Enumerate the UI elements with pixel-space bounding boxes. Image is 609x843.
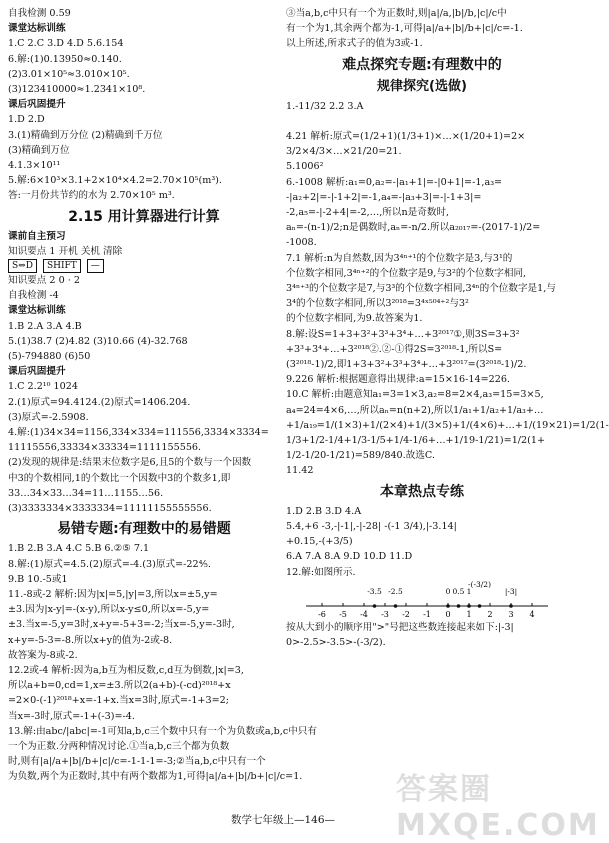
text-line: 13.解:由abc/|abc|=-1可知a,b,c三个数中只有一个为负数或a,b,c中只有 — [8, 725, 317, 737]
watermark-logo: 答案圈 MXQE.COM — [396, 772, 600, 843]
text-line: 5.1006² — [286, 161, 324, 173]
section-title-hard-2: 规律探究(选做) — [377, 78, 467, 94]
number-line-tick-label: 4 — [529, 609, 535, 619]
text-line: -1008. — [286, 237, 317, 249]
text-line: -2,a₅=-|-2+4|=-2,…,所以n是奇数时, — [286, 207, 450, 219]
left-lines-c — [8, 273, 280, 516]
text-line: 故答案为-8或-2. — [8, 649, 78, 661]
text-line: 1.D 2.B 3.D 4.A — [286, 505, 362, 517]
text-line: (2)发现的规律是:结果末位数字是6,且5的个数与一个因数 — [8, 457, 252, 469]
text-line: 2.(1)原式=94.4124.(2)原式=1406.204. — [8, 396, 191, 408]
text-line: 知识要点 2 0 · 2 — [8, 275, 80, 287]
text-line: +3³+3⁴+…+3²⁰¹⁸②.②-①得2S=3²⁰¹⁸-1,所以S= — [286, 343, 503, 355]
text-line: 1/3+1/2-1/4+1/3-1/5+1/4-1/6+…+1/19-1/21)=1/2(1+ — [286, 435, 546, 447]
left-lines-b — [8, 229, 280, 259]
number-line-point — [509, 604, 513, 608]
text-line: 33…34×33…34=11…1155…56. — [8, 487, 164, 499]
text-line: 1.B 2.A 3.A 4.B — [8, 320, 82, 332]
text-line: 5.(1)38.7 (2)4.82 (3)10.66 (4)-32.768 — [8, 335, 188, 347]
text-line: 5.4,+6 -3,-|-1|,-|-28| -(-1 3/4),|-3.14| — [286, 520, 457, 532]
number-line-tick-label: -4 — [360, 609, 368, 619]
text-line: (3)3333334×3333334=11111155555556. — [8, 503, 212, 515]
text-line: 为负数,两个为正数时,其中有两个数都为1,可得|a|/a+|b|/b+|c|/c=1. — [8, 771, 303, 783]
number-line-tick-label: 0 — [445, 609, 451, 619]
text-line: ±3.当x=-5,y=3时,x+y=-5+3=-2;当x=-5,y=-3时, — [8, 619, 235, 631]
left-lines-d — [8, 541, 317, 784]
text-line: ③当a,b,c中只有一个为正数时,则|a|/a,|b|/b,|c|/c中 — [286, 8, 507, 19]
number-line-tick-label: 2 — [487, 609, 493, 619]
right-lines-c — [286, 504, 558, 580]
text-line: 的个位数字相同,为9.故答案为1. — [286, 313, 423, 325]
text-line: 课堂达标训练 — [8, 305, 66, 317]
text-line: 9.226 解析:根据题意得出规律:a=15×16-14=226. — [286, 374, 510, 386]
number-line-point-label: -2.5 — [388, 586, 403, 596]
text-line: ±3.因为|x-y|=-(x-y),所以x-y≤0,所以x=-5,y= — [8, 604, 210, 616]
text-line: 有一个为1,其余两个都为-1,可得|a|/a+|b|/b+|c|/c=-1. — [286, 23, 523, 35]
text-line: -|a₂+2|=-|-1+2|=-1,a₄=-|a₃+3|=-|-1+3|= — [286, 191, 482, 203]
text-line: (3²⁰¹⁸-1)/2,即1+3+3²+3³+3⁴+…+3²⁰¹⁷=(3²⁰¹⁸-1)/2. — [286, 359, 527, 371]
page-footer: 数学七年级上—146— — [230, 814, 336, 826]
text-line: 个位数字相同,3⁴ⁿ⁺²的个位数字是9,与3²的个位数字相同, — [286, 267, 527, 279]
number-line-point — [478, 604, 482, 608]
text-line: 1.B 2.B 3.A 4.C 5.B 6.②⑤ 7.1 — [8, 543, 150, 555]
text-line: 12.解:如图所示. — [286, 566, 356, 578]
number-line-tick-label: 3 — [508, 609, 514, 619]
number-line-point-label: -3.5 — [367, 586, 382, 596]
text-line: 4.解:(1)34×34=1156,334×334=111556,3334×3334= — [8, 427, 269, 439]
key-row — [8, 259, 280, 273]
right-lines-d — [286, 620, 558, 650]
text-line: 0>-2.5>-3.5>-(-3/2). — [286, 636, 386, 648]
text-line: 课前自主预习 — [8, 230, 66, 242]
text-line: 6.-1008 解析:a₁=0,a₂=-|a₁+1|=-|0+1|=-1,a₃= — [286, 176, 503, 188]
text-line: 3.(1)精确到万分位 (2)精确到千万位 — [8, 129, 163, 141]
text-line: (3)精确到万位 — [8, 144, 70, 156]
number-line-point — [446, 604, 450, 608]
text-line: 8.解:设S=1+3+3²+3³+3⁴+…+3²⁰¹⁷①,则3S=3+3² — [286, 328, 520, 340]
text-line: 6.解:(1)0.13950≈0.140. — [8, 53, 122, 65]
text-line: 4.1.3×10¹¹ — [8, 160, 61, 172]
text-line: 1/2-1/20-1/21)=589/840.故选C. — [286, 450, 435, 462]
text-line: 时,则有|a|/a+|b|/b+|c|/c=-1-1-1=-3;②当a,b,c中只有一个 — [8, 756, 266, 768]
text-line: 8.解:(1)原式=4.5.(2)原式=-4.(3)原式=-22⁴⁄₅. — [8, 558, 211, 570]
right-lines-a — [286, 6, 558, 52]
text-line: +0.15,-(+3/5) — [286, 536, 353, 548]
key-shift: SHIFT — [43, 259, 81, 273]
text-line: 10.C 解析:由题意知a₁=3=1×3,a₂=8=2×4,a₃=15=3×5, — [286, 389, 544, 401]
number-line-tick-label: -1 — [423, 609, 431, 619]
text-line: 知识要点 1 开机 关机 清除 — [8, 245, 123, 257]
text-line: 所以a+b=0,cd=1,x=±3.所以2(a+b)-(-cd)²⁰¹⁸+x — [8, 680, 231, 692]
text-line: (5)-794880 (6)50 — [8, 351, 91, 363]
text-line: 课堂达标训练 — [8, 23, 66, 35]
number-line-point-label: |-3| — [504, 586, 518, 596]
text-line: x+y=-5-3=-8.所以x+y的值为-2或-8. — [8, 634, 173, 646]
text-line: 12.2或-4 解析:因为a,b互为相反数,c,d互为倒数,|x|=3, — [8, 664, 244, 676]
number-line-point — [394, 604, 398, 608]
number-line-point-label: 1 — [466, 586, 472, 596]
number-line-tick-label: -3 — [381, 609, 389, 619]
number-line-tick-label: -6 — [318, 609, 326, 619]
text-line: aₙ=-(n-1)/2;n是偶数时,aₙ=-n/2.所以a₂₀₁₇=-(2017-1)/2= — [286, 222, 541, 234]
text-line: (3)123410000≈1.2341×10⁸. — [8, 84, 146, 96]
key-s-d: S⇔D — [8, 259, 37, 273]
section-title-hard-1: 难点探究专题:有理数中的 — [342, 56, 502, 73]
text-line: 中3的个数相同,1的个数比一个因数中3的个数多1,即 — [8, 472, 231, 484]
left-lines-a — [8, 6, 280, 204]
text-line — [286, 114, 558, 129]
right-column — [286, 6, 609, 650]
number-line-tick-label: -5 — [339, 609, 347, 619]
number-line-point-label: 0 — [445, 586, 451, 596]
number-line-tick-label: -2 — [402, 609, 410, 619]
text-line: 1.C 2.C 3.D 4.D 5.6.154 — [8, 38, 124, 50]
text-line: 1.D 2.D — [8, 114, 45, 126]
text-line: 11.42 — [286, 465, 314, 477]
text-line: a₄=24=4×6,…,所以aₙ=n(n+2),所以1/a₁+1/a₂+1/a₃+… — [286, 404, 544, 416]
text-line: 以上所述,所求式子的值为3或-1. — [286, 38, 423, 50]
key-dash: — — [87, 259, 104, 273]
number-line-point-label: 0.5 — [452, 586, 465, 596]
section-title-easy-errors: 易错专题:有理数中的易错题 — [57, 521, 231, 538]
text-line: 1.C 2.2¹⁰ 1024 — [8, 381, 78, 393]
text-line: 课后巩固提升 — [8, 99, 66, 111]
text-line: 7.1 解析:n为自然数,因为3⁴ⁿ⁺¹的个位数字是3,与3¹的 — [286, 252, 513, 264]
number-line-point — [457, 604, 461, 608]
number-line-tick-label: 1 — [466, 609, 472, 619]
text-line: 答:一月份共节约的水为 2.70×10⁵ m³. — [8, 190, 175, 202]
number-line-point — [373, 604, 377, 608]
text-line: =2×0-(-1)²⁰¹⁸+x=-1+x.当x=3时,原式=-1+3=2; — [8, 695, 229, 707]
text-line: 课后巩固提升 — [8, 366, 66, 378]
text-line: (2)3.01×10⁵≈3.010×10⁵. — [8, 68, 130, 80]
section-title-hot: 本章热点专练 — [380, 483, 464, 500]
text-line: (3)原式=-2.5908. — [8, 411, 89, 423]
text-line: 一个为正数.分两种情况讨论.①当a,b,c三个都为负数 — [8, 740, 230, 752]
text-line: 按从大到小的顺序用">"号把这些数连接起来如下:|-3| — [286, 621, 514, 633]
number-line-point-label: -(-3/2) — [468, 579, 491, 589]
right-lines-b — [286, 99, 609, 479]
text-line: 11.-8或-2 解析:因为|x|=5,|y|=3,所以x=±5,y= — [8, 588, 218, 600]
text-line: 11115556,33334×33334=1111155556. — [8, 442, 202, 454]
text-line: 1.-11/32 2.2 3.A — [286, 100, 364, 112]
text-line: 自我检测 0.59 — [8, 8, 71, 19]
text-line: 自我检测 -4 — [8, 290, 59, 302]
text-line: 当x=-3时,原式=-1+(-3)=-4. — [8, 710, 135, 722]
text-line: 4.21 解析:原式=(1/2+1)(1/3+1)×…×(1/20+1)=2× — [286, 131, 526, 143]
number-line-point — [467, 604, 471, 608]
text-line: 3/2×4/3×…×21/20=21. — [286, 146, 402, 158]
text-line: +1/a₁₉=1/(1×3)+1/(2×4)+1/(3×5)+1/(4×6)+…+1/(19×21)=1/2(1- — [286, 419, 609, 431]
text-line: 3⁴ⁿ⁺³的个位数字是7,与3³的个位数字相同,3⁴ⁿ的个位数字是1,与 — [286, 283, 556, 295]
text-line: 9.B 10.-5或1 — [8, 573, 68, 585]
text-line: 5.解:6×10³×3.1+2×10⁴×4.2=2.70×10⁵(m³). — [8, 175, 222, 187]
number-line — [286, 580, 558, 620]
text-line: 6.A 7.A 8.A 9.D 10.D 11.D — [286, 551, 413, 563]
section-title-2-15: 2.15 用计算器进行计算 — [68, 208, 220, 225]
text-line: 3⁴的个位数字相同,所以3²⁰¹⁸=3⁴ˣ⁵⁰⁴⁺²与3² — [286, 298, 469, 310]
number-line-svg — [286, 580, 558, 620]
